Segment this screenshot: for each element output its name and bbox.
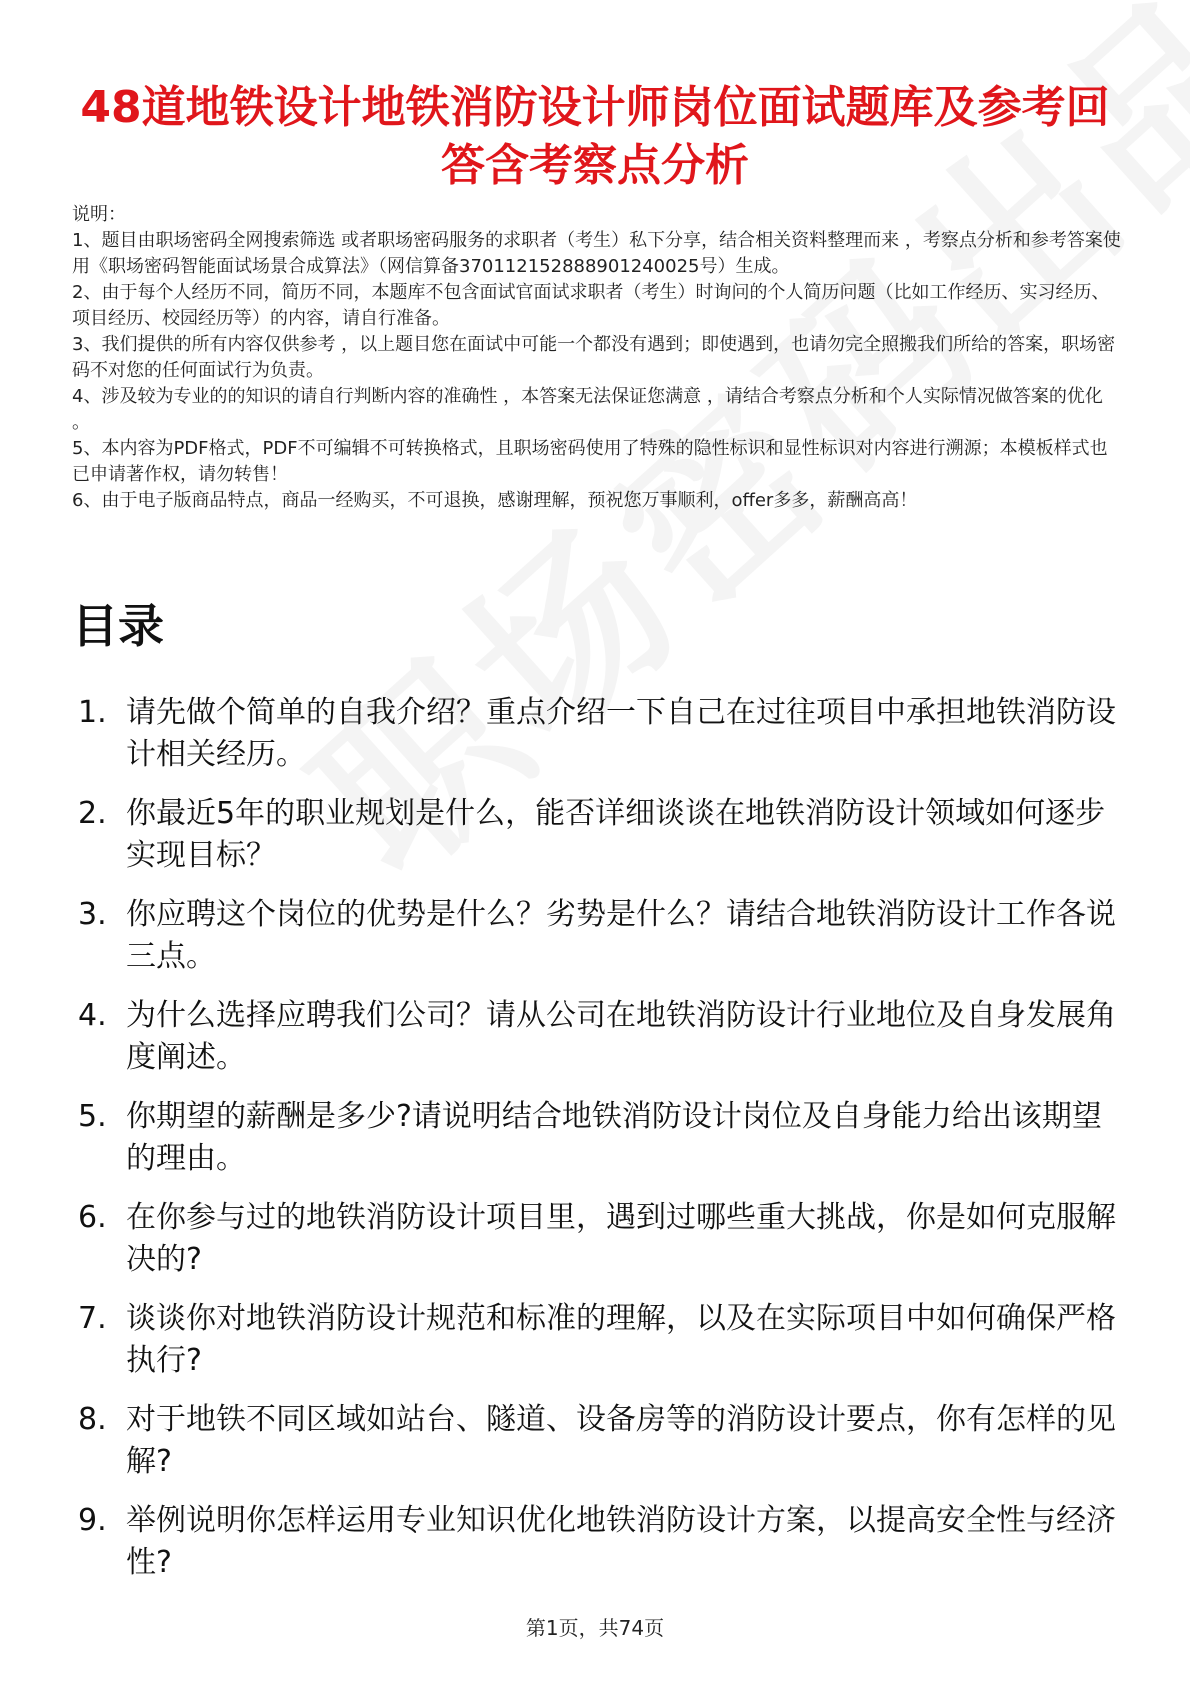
note-item: 5、本内容为PDF格式，PDF不可编辑不可转换格式，且职场密码使用了特殊的隐性标识和显性标识对内容进行溯源；本模板样式也已申请著作权，请勿转售！ xyxy=(72,438,1108,485)
toc-item-text: 你期望的薪酬是多少?请说明结合地铁消防设计岗位及自身能力给出该期望的理由。 xyxy=(126,1099,1102,1176)
note-item: 4、涉及较为专业的的知识的请自行判断内容的准确性 ，本答案无法保证您满意 ，请结合考察点分析和个人实际情况做答案的优化 。 xyxy=(72,386,1103,433)
note-item: 1、题目由职场密码全网搜索筛选 或者职场密码服务的求职者（考生）私下分享，结合相关资料整理而来 ，考察点分析和参考答案使用《职场密码智能面试场景合成算法》（网信算备370112152888901240025号）生成。 xyxy=(72,230,1121,277)
toc-item-text: 举例说明你怎样运用专业知识优化地铁消防设计方案，以提高安全性与经济性? xyxy=(126,1503,1116,1580)
toc-heading: 目录 xyxy=(72,599,164,653)
toc-item-number: 8. xyxy=(78,1402,107,1437)
toc-item[interactable] xyxy=(78,1096,1128,1180)
toc-item[interactable] xyxy=(78,1500,1128,1584)
note-item: 3、我们提供的所有内容仅供参考 ，以上题目您在面试中可能一个都没有遇到；即使遇到，也请勿完全照搬我们所给的答案，职场密码不对您的任何面试行为负责。 xyxy=(72,334,1116,381)
note-item: 2、由于每个人经历不同，简历不同，本题库不包含面试官面试求职者（考生）时询问的个人简历问题（比如工作经历、实习经历、项目经历、校园经历等）的内容，请自行准备。 xyxy=(72,282,1110,329)
toc-item-text: 对于地铁不同区域如站台、隧道、设备房等的消防设计要点，你有怎样的见解? xyxy=(126,1402,1116,1479)
page-footer: 第1页，共74页 xyxy=(525,1616,665,1640)
document-title: 48道地铁设计地铁消防设计师岗位面试题库及参考回答含考察点分析 xyxy=(80,82,1110,192)
toc-item-text: 为什么选择应聘我们公司？请从公司在地铁消防设计行业地位及自身发展角度阐述。 xyxy=(126,998,1116,1075)
toc-item-number: 9. xyxy=(78,1503,107,1538)
note-item: 6、由于电子版商品特点，商品一经购买，不可退换，感谢理解，预祝您万事顺利，offer多多，薪酬高高！ xyxy=(72,490,918,511)
toc-item[interactable] xyxy=(78,995,1128,1079)
toc-list xyxy=(78,692,1128,1601)
toc-item-number: 6. xyxy=(78,1200,107,1235)
toc-item-number: 1. xyxy=(78,695,107,730)
notes-section xyxy=(72,202,1122,514)
toc-item[interactable] xyxy=(78,894,1128,978)
toc-item[interactable] xyxy=(78,793,1128,877)
toc-item-text: 请先做个简单的自我介绍？重点介绍一下自己在过往项目中承担地铁消防设计相关经历。 xyxy=(126,695,1116,772)
toc-item[interactable] xyxy=(78,1197,1128,1281)
toc-item-number: 3. xyxy=(78,897,107,932)
toc-item-number: 5. xyxy=(78,1099,107,1134)
notes-label: 说明： xyxy=(72,204,126,225)
toc-item[interactable] xyxy=(78,692,1128,776)
toc-item[interactable] xyxy=(78,1298,1128,1382)
toc-item-number: 2. xyxy=(78,796,107,831)
toc-item[interactable] xyxy=(78,1399,1128,1483)
toc-item-text: 谈谈你对地铁消防设计规范和标准的理解，以及在实际项目中如何确保严格执行? xyxy=(126,1301,1116,1378)
toc-item-number: 4. xyxy=(78,998,107,1033)
toc-item-text: 你应聘这个岗位的优势是什么？劣势是什么？请结合地铁消防设计工作各说三点。 xyxy=(126,897,1116,974)
toc-item-text: 你最近5年的职业规划是什么，能否详细谈谈在地铁消防设计领域如何逐步实现目标？ xyxy=(126,796,1106,873)
toc-item-number: 7. xyxy=(78,1301,107,1336)
toc-item-text: 在你参与过的地铁消防设计项目里，遇到过哪些重大挑战，你是如何克服解决的? xyxy=(126,1200,1116,1277)
